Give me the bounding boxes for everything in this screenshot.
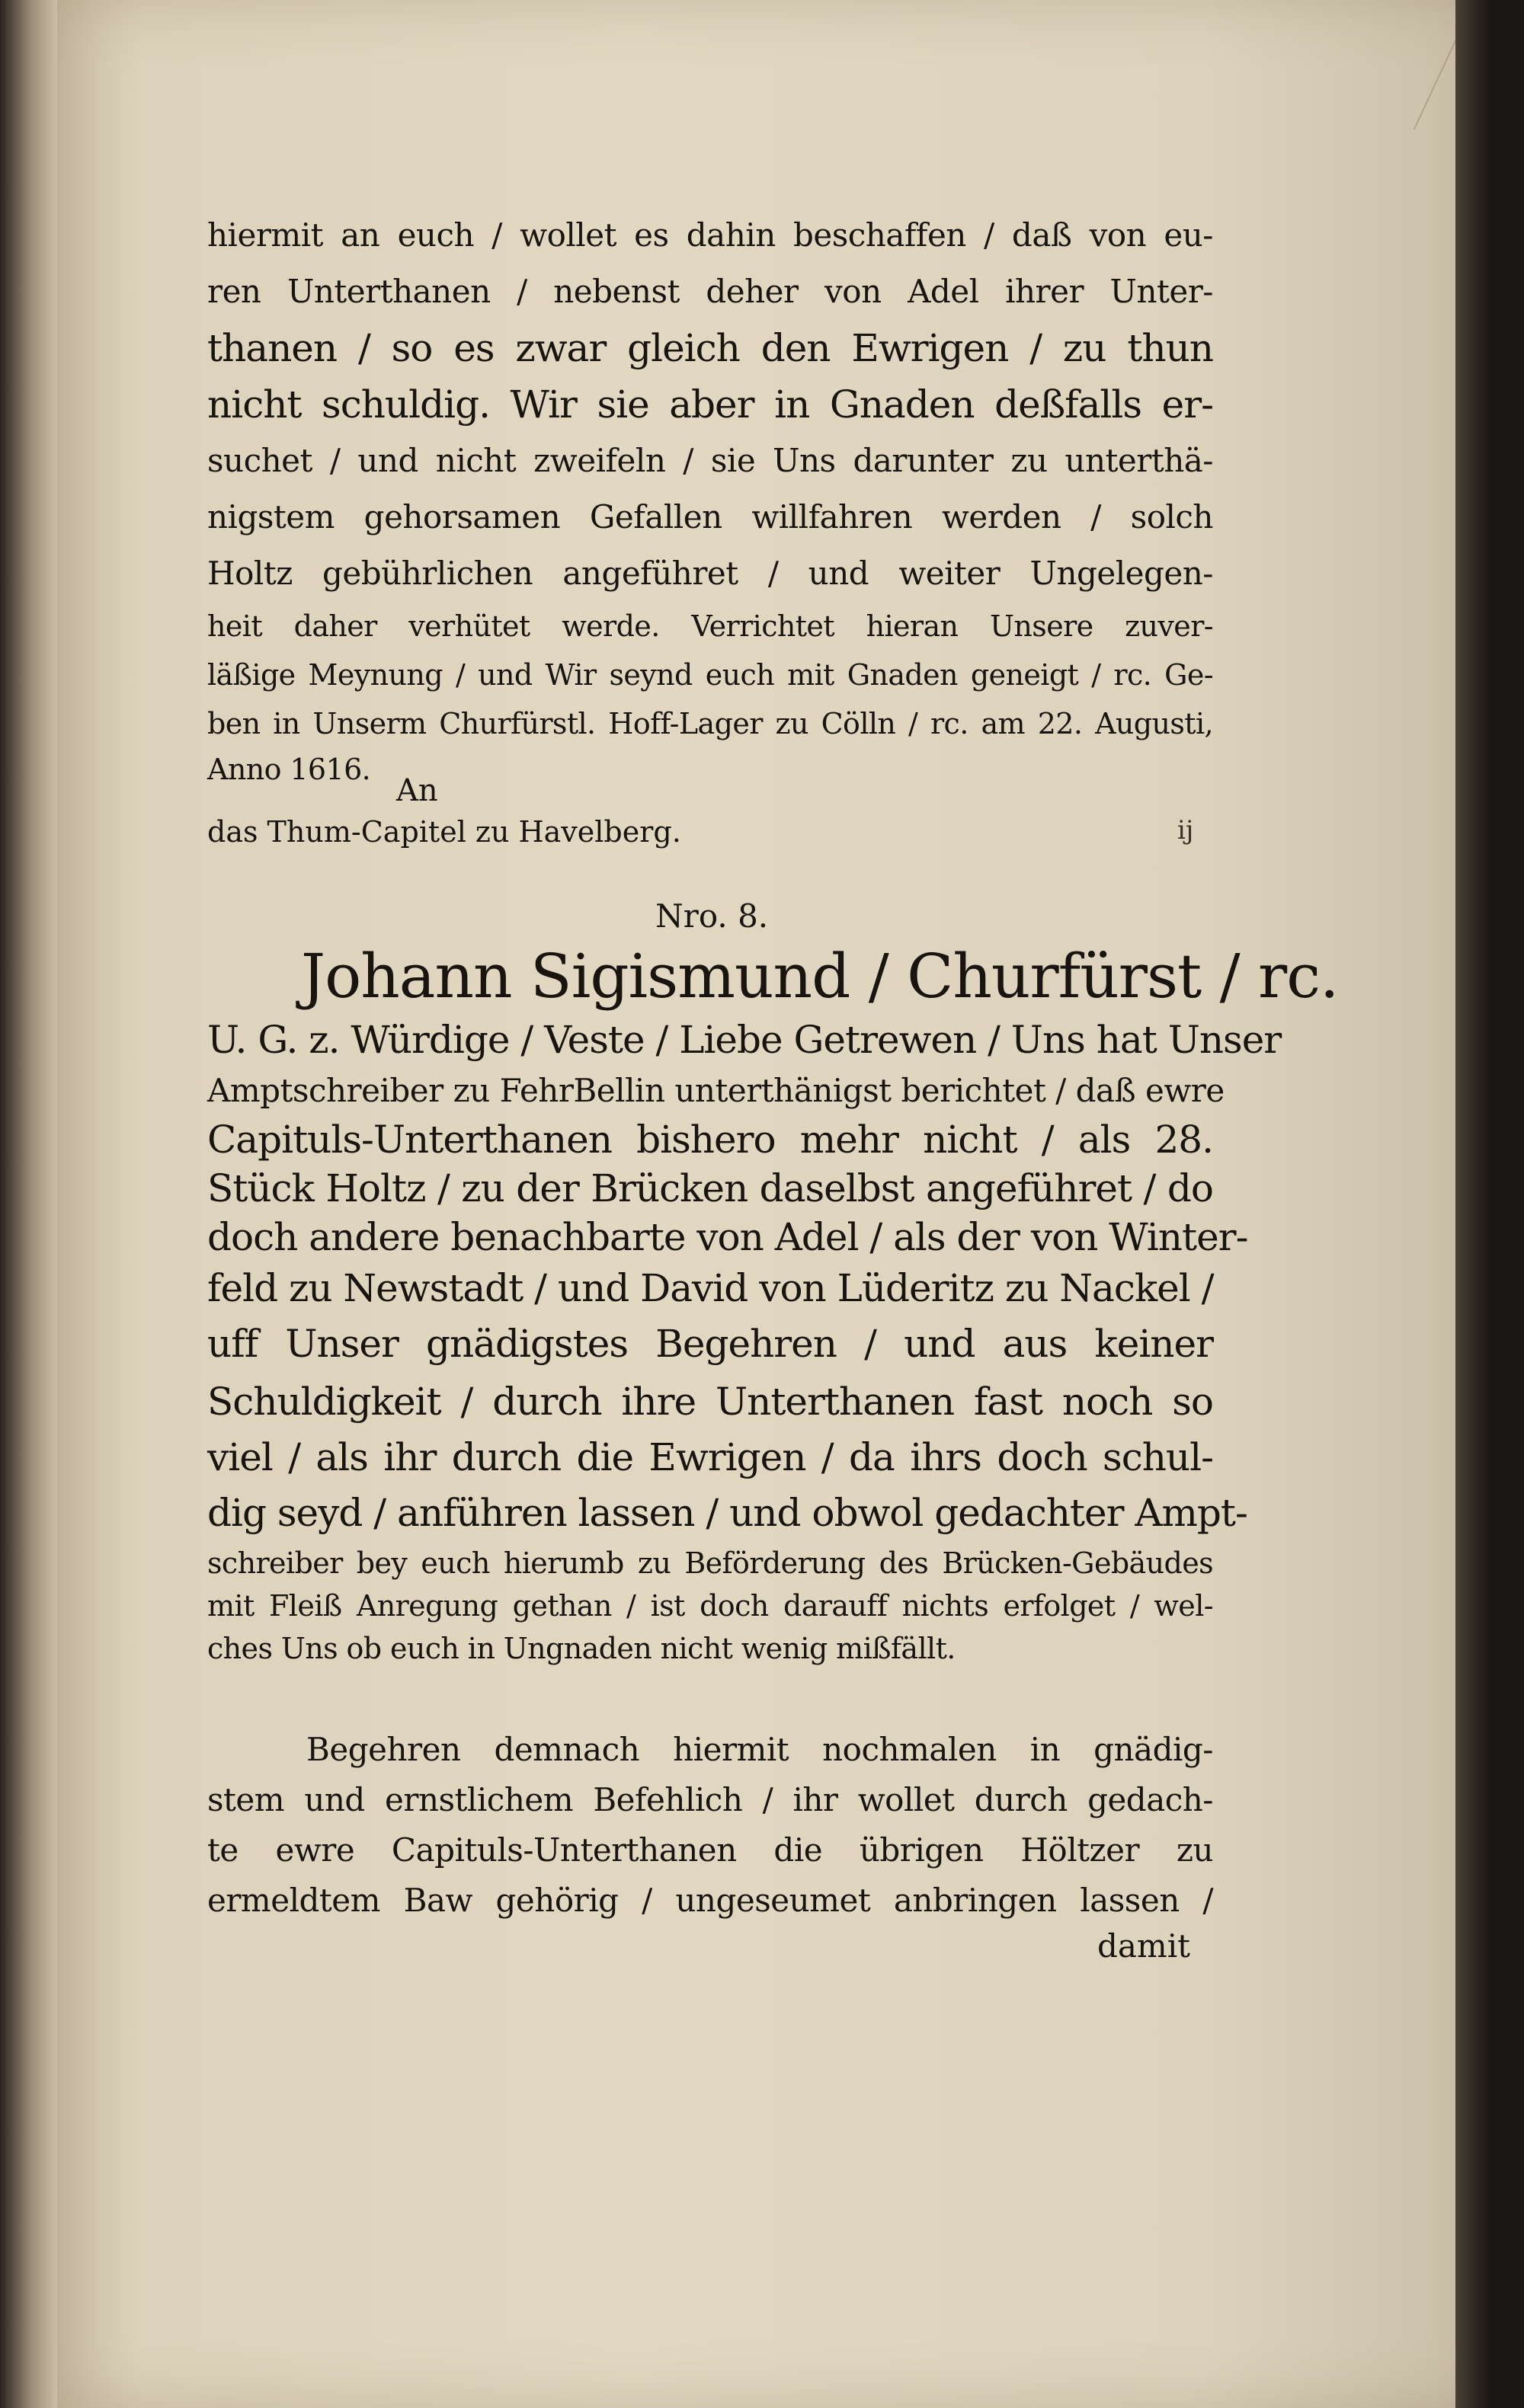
text-line: viel / als ihr durch die Ewrigen / da ihrs doch schul- [207, 1435, 1213, 1479]
paragraph-1 [207, 207, 1213, 791]
addressee-prefix: An [396, 773, 438, 808]
text-line: läßige Meynung / und Wir seynd euch mit Gnaden geneigt / rc. Ge- [207, 658, 1213, 692]
text-line: nicht schuldig. Wir sie aber in Gnaden deßfalls er- [207, 382, 1213, 427]
text-line: schreiber bey euch hierumb zu Beförderung des Brücken-Gebäudes [207, 1546, 1213, 1580]
right-page-edge [1455, 0, 1490, 2408]
text-line: dig seyd / anführen lassen / und obwol gedachter Ampt- [207, 1491, 1247, 1535]
text-line: uff Unser gnädigstes Begehren / und aus keiner [207, 1322, 1213, 1366]
document-heading: Johann Sigismund / Churfürst / rc. [301, 941, 1339, 1012]
text-line: heit daher verhütet werde. Verrichtet hieran Unsere zuver- [207, 609, 1213, 643]
paragraph-2 [207, 1013, 1282, 1670]
text-line: nigstem gehorsamen Gefallen willfahren werden / solch [207, 498, 1213, 536]
catchword: damit [1097, 1927, 1191, 1965]
text-line: Stück Holtz / zu der Brücken daselbst angeführet / do [207, 1166, 1213, 1210]
text-line: feld zu Newstadt / und David von Lüderitz zu Nackel / [207, 1266, 1214, 1310]
text-line: hiermit an euch / wollet es dahin beschaffen / daß von eu- [207, 216, 1213, 254]
text-line: Holtz gebührlichen angeführet / und weiter Ungelegen- [207, 555, 1213, 592]
margin-mark: ij [1177, 815, 1194, 846]
text-line: Capituls-Unterthanen bishero mehr nicht / als 28. [207, 1118, 1213, 1162]
text-line: te ewre Capituls-Unterthanen die übrigen Höltzer zu [207, 1831, 1213, 1869]
text-line: ben in Unserm Churfürstl. Hoff-Lager zu Cölln / rc. am 22. Augusti, [207, 707, 1213, 740]
text-line: Schuldigkeit / durch ihre Unterthanen fast noch so [207, 1380, 1213, 1424]
addressee: das Thum-Capitel zu Havelberg. [207, 815, 681, 849]
text-line: stem und ernstlichem Befehlich / ihr wollet durch gedach- [207, 1781, 1213, 1818]
text-line: ren Unterthanen / nebenst deher von Adel ihrer Unter- [207, 273, 1213, 310]
text-line: suchet / und nicht zweifeln / sie Uns darunter zu unterthä- [207, 442, 1213, 479]
text-line: doch andere benachbarte von Adel / als der von Winter- [207, 1215, 1248, 1259]
text-line: mit Fleiß Anregung gethan / ist doch darauff nichts erfolget / wel- [207, 1589, 1213, 1623]
document-number: Nro. 8. [655, 897, 769, 935]
text-line: U. G. z. Würdige / Veste / Liebe Getrewen / Uns hat Unser [207, 1018, 1282, 1062]
paragraph-3 [207, 1725, 1213, 1926]
text-line: ches Uns ob euch in Ungnaden nicht wenig mißfällt. [207, 1632, 956, 1665]
text-line: Amptschreiber zu FehrBellin unterthänigst berichtet / daß ewre [207, 1072, 1225, 1109]
left-binding-edge [0, 0, 57, 2408]
text-line: Anno 1616. [207, 753, 371, 786]
text-line: thanen / so es zwar gleich den Ewrigen / zu thun [207, 326, 1213, 370]
text-line: Begehren demnach hiermit nochmalen in gnädig- [306, 1731, 1213, 1768]
text-line: ermeldtem Baw gehörig / ungeseumet anbringen lassen / [207, 1882, 1213, 1919]
